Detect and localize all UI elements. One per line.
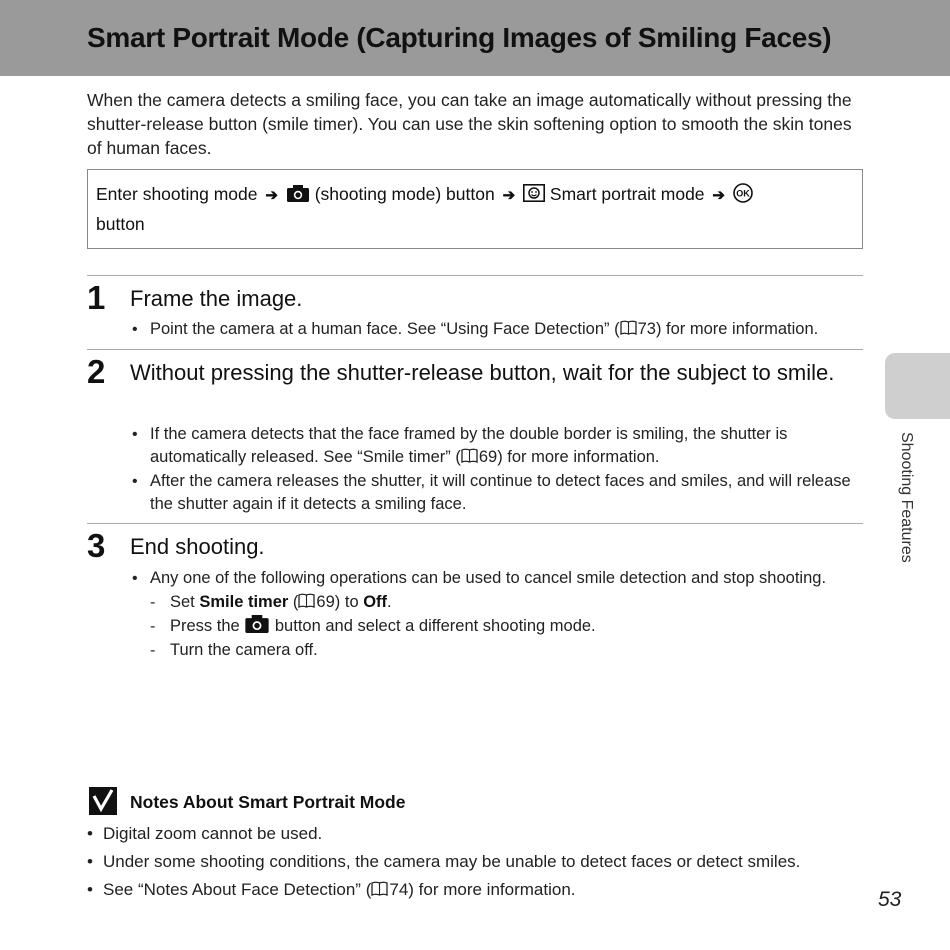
note-text: See “Notes About Face Detection” ( bbox=[103, 880, 372, 899]
step-divider bbox=[87, 275, 863, 276]
notes-title: Notes About Smart Portrait Mode bbox=[130, 792, 406, 812]
checkmark-note-icon bbox=[88, 786, 118, 816]
svg-text:OK: OK bbox=[736, 188, 750, 199]
sub-item-text: . bbox=[387, 593, 392, 611]
page-title: Smart Portrait Mode (Capturing Images of Smiling Faces) bbox=[87, 22, 832, 53]
nav-path-text-1: Enter shooting mode bbox=[96, 184, 258, 204]
sub-item-text: Press the bbox=[170, 617, 245, 635]
note-item bbox=[87, 820, 857, 848]
step-bullets bbox=[130, 318, 863, 341]
step-heading: End shooting. bbox=[130, 534, 265, 559]
nav-path-text-2: (shooting mode) button bbox=[314, 184, 495, 204]
sub-item bbox=[150, 615, 863, 638]
setting-value: Off bbox=[363, 593, 388, 611]
bullet-item bbox=[130, 567, 863, 662]
section-tab[interactable] bbox=[885, 353, 950, 419]
ok-button-icon bbox=[733, 183, 753, 203]
bullet-text: Any one of the following operations can be used to cancel smile detection and stop shooting. bbox=[150, 569, 827, 587]
camera-icon bbox=[245, 615, 269, 633]
book-reference-icon bbox=[461, 448, 478, 463]
bullet-item bbox=[130, 423, 863, 469]
smart-portrait-icon bbox=[523, 184, 545, 202]
navigation-path-box bbox=[87, 169, 863, 249]
step-bullets bbox=[130, 423, 863, 516]
sub-item bbox=[150, 639, 863, 662]
section-tab-label: Shooting Features bbox=[898, 432, 915, 563]
note-text: Digital zoom cannot be used. bbox=[103, 824, 323, 843]
notes-list bbox=[87, 820, 857, 904]
book-reference-icon bbox=[298, 593, 315, 608]
book-reference-icon bbox=[620, 320, 637, 335]
page-reference: 74 bbox=[389, 880, 409, 899]
sub-item bbox=[150, 591, 863, 614]
sub-item-text: ( bbox=[288, 593, 299, 611]
setting-name: Smile timer bbox=[199, 593, 289, 611]
sub-item-text: Turn the camera off. bbox=[170, 641, 318, 659]
note-text: Under some shooting conditions, the camera may be unable to detect faces or detect smiles. bbox=[103, 852, 801, 871]
step-bullets bbox=[130, 567, 863, 662]
page-reference: 69 bbox=[478, 448, 498, 466]
page-reference: 69 bbox=[316, 593, 335, 611]
bullet-text: Point the camera at a human face. See “Using Face Detection” ( bbox=[150, 320, 620, 338]
step-number: 3 bbox=[87, 527, 106, 564]
arrow-icon: ➔ bbox=[502, 187, 516, 204]
page-number: 53 bbox=[878, 888, 902, 911]
bullet-item bbox=[130, 318, 863, 341]
nav-path-text-3: Smart portrait mode bbox=[549, 184, 705, 204]
step-number: 2 bbox=[87, 353, 106, 390]
camera-icon bbox=[287, 185, 309, 202]
sub-list bbox=[150, 591, 863, 662]
step-divider bbox=[87, 349, 863, 350]
nav-path-text-4: button bbox=[96, 214, 145, 234]
bullet-text: ) for more information. bbox=[655, 320, 819, 338]
sub-item-text: Set bbox=[170, 593, 200, 611]
bullet-item bbox=[130, 470, 863, 516]
bullet-text: After the camera releases the shutter, it will continue to detect faces and smiles, and will release the shutter again if it detects a smiling face. bbox=[150, 472, 851, 513]
step-heading: Without pressing the shutter-release button, wait for the subject to smile. bbox=[130, 360, 835, 385]
note-text: ) for more information. bbox=[408, 880, 576, 899]
sub-item-text: button and select a different shooting mode. bbox=[270, 617, 596, 635]
bullet-text: If the camera detects that the face framed by the double border is smiling, the shutter is automatically released. See “Smile timer” ( bbox=[150, 425, 788, 466]
page-reference: 73 bbox=[637, 320, 656, 338]
sub-item-text: ) to bbox=[334, 593, 364, 611]
note-item bbox=[87, 876, 857, 904]
step-number: 1 bbox=[87, 279, 106, 316]
arrow-icon: ➔ bbox=[712, 187, 725, 204]
book-reference-icon bbox=[371, 881, 388, 896]
bullet-text: ) for more information. bbox=[497, 448, 660, 466]
step-heading: Frame the image. bbox=[130, 286, 303, 311]
note-item bbox=[87, 848, 857, 876]
intro-paragraph: When the camera detects a smiling face, you can take an image automatically without pressing the shutter-release button (smile timer). You can use the skin softening option to smooth the skin tones of human faces. bbox=[87, 90, 852, 158]
step-divider bbox=[87, 523, 863, 524]
arrow-icon: ➔ bbox=[265, 187, 278, 204]
